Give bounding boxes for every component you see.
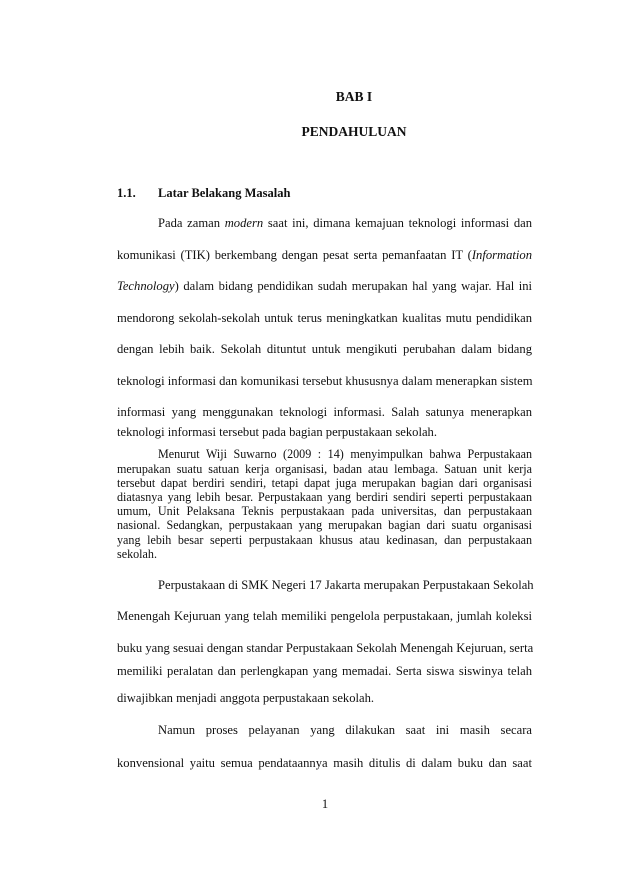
- paragraph1-line: informasi yang menggunakan teknologi informasi. Salah satunya menerapkan: [117, 405, 532, 419]
- paragraph2-line: memiliki peralatan dan perlengkapan yang memadai. Serta siswa siswinya telah: [117, 664, 532, 678]
- chapter-title: PENDAHULUAN: [301, 124, 407, 139]
- page-number: 1: [321, 797, 329, 811]
- paragraph2-line: buku yang sesuai dengan standar Perpustakaan Sekolah Menengah Kejuruan, serta: [117, 641, 534, 655]
- quote-line: umum, Unit Pelaksana Teknis perpustakaan pada universitas, dan perpustakaan: [117, 504, 532, 518]
- paragraph2-line: diwajibkan menjadi anggota perpustakaan sekolah.: [117, 691, 375, 705]
- section-title: Latar Belakang Masalah: [158, 186, 291, 200]
- paragraph1-line: teknologi informasi tersebut pada bagian perpustakaan sekolah.: [117, 425, 437, 439]
- paragraph2-line: Menengah Kejuruan yang telah memiliki pengelola perpustakaan, jumlah koleksi: [117, 609, 532, 623]
- chapter-label: BAB I: [335, 89, 373, 104]
- paragraph1-line: komunikasi (TIK) berkembang dengan pesat serta pemanfaatan IT (Information: [117, 248, 532, 262]
- paragraph1-line: teknologi informasi dan komunikasi tersebut khususnya dalam menerapkan sistem: [117, 374, 533, 388]
- quote-line: merupakan suatu satuan kerja organisasi, badan atau lembaga. Satuan unit kerja: [117, 462, 532, 476]
- paragraph3-line: Namun proses pelayanan yang dilakukan saat ini masih secara: [158, 723, 532, 737]
- quote-line: nasional. Sedangkan, perpustakaan yang merupakan bagian dari suatu organisasi: [117, 518, 532, 532]
- quote-line: yang lebih besar seperti perpustakaan khusus atau kedinasan, dan perpustakaan: [117, 533, 532, 547]
- paragraph1-line: Pada zaman modern saat ini, dimana kemajuan teknologi informasi dan: [158, 216, 532, 230]
- paragraph2-line: Perpustakaan di SMK Negeri 17 Jakarta merupakan Perpustakaan Sekolah: [158, 578, 534, 592]
- quote-line: diatasnya yang lebih besar. Perpustakaan yang berdiri sendiri seperti perpustakaan: [117, 490, 532, 504]
- section-number: 1.1.: [117, 186, 136, 200]
- quote-line: sekolah.: [117, 547, 157, 561]
- quote-line: Menurut Wiji Suwarno (2009 : 14) menyimpulkan bahwa Perpustakaan: [158, 447, 532, 461]
- paragraph1-line: mendorong sekolah-sekolah untuk terus meningkatkan kualitas mutu pendidikan: [117, 311, 532, 325]
- quote-line: tersebut dapat berdiri sendiri, tetapi dapat juga merupakan bagian dari organisasi: [117, 476, 532, 490]
- paragraph1-line: dengan lebih baik. Sekolah dituntut untuk mengikuti perubahan dalam bidang: [117, 342, 532, 356]
- paragraph1-line: Technology) dalam bidang pendidikan sudah merupakan hal yang wajar. Hal ini: [117, 279, 532, 293]
- paragraph3-line: konvensional yaitu semua pendataannya masih ditulis di dalam buku dan saat: [117, 756, 532, 770]
